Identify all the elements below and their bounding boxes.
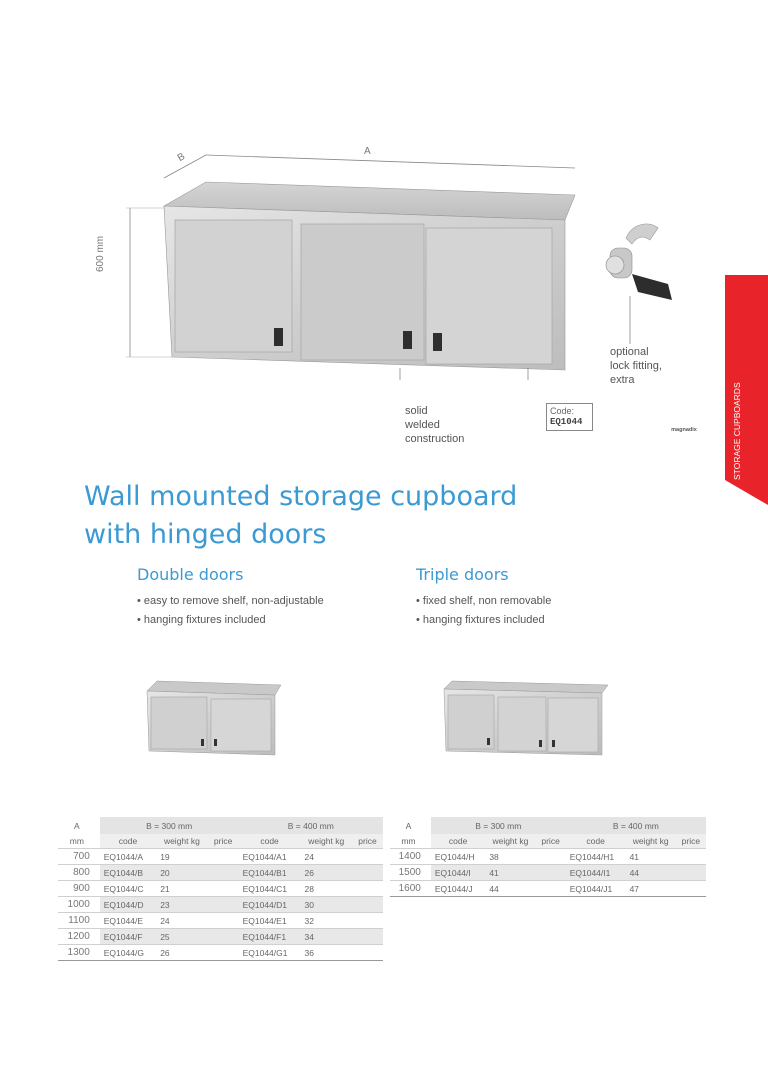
table-row [58, 929, 383, 945]
triple-door-cabinet-image [440, 679, 610, 757]
price-cell [352, 929, 383, 945]
price-cell [208, 913, 239, 929]
code-cell: EQ1044/E1 [242, 915, 287, 926]
price-cell [536, 865, 566, 881]
spec-table-double [58, 817, 383, 961]
b400-group-header: B = 400 mm [566, 817, 706, 834]
list-item: • easy to remove shelf, non-adjustable [137, 592, 324, 611]
weight-cell: 36 [304, 947, 315, 958]
code-cell: EQ1044/C1 [242, 883, 288, 894]
b300-group-header: B = 300 mm [431, 817, 566, 834]
weight-cell: 26 [160, 947, 170, 958]
table-row [58, 881, 383, 897]
weight-cell: 24 [160, 915, 170, 926]
weight-cell: 24 [304, 851, 315, 862]
price-cell [208, 929, 239, 945]
list-item: • hanging fixtures included [137, 611, 324, 630]
construction-callout: solid welded construction [405, 405, 465, 445]
price-cell [676, 849, 706, 865]
code-cell: EQ1044/E [103, 915, 143, 926]
list-item: • hanging fixtures included [416, 611, 551, 630]
weight-cell: 30 [304, 899, 315, 910]
code-cell: EQ1044/G1 [242, 947, 288, 958]
main-cabinet-drawing [100, 140, 580, 380]
weight-cell: 34 [304, 931, 315, 942]
table-row [58, 913, 383, 929]
weight-cell: 19 [160, 851, 170, 862]
triple-doors-bullets [416, 592, 551, 630]
b300-group-header: B = 300 mm [100, 817, 239, 834]
weight-cell: 25 [160, 931, 170, 942]
code-header: code [100, 834, 156, 849]
price-header: price [536, 834, 566, 849]
double-doors-heading: Double doors [137, 565, 244, 584]
row-length-cell: 900 [58, 881, 96, 897]
lock-fitting-callout: optional lock fitting, extra [610, 346, 662, 386]
dimension-b-label: B [175, 151, 187, 164]
list-item: • fixed shelf, non removable [416, 592, 551, 611]
price-cell [676, 881, 706, 897]
weight-cell: 21 [160, 883, 170, 894]
weight-cell: 28 [304, 883, 315, 894]
price-cell [352, 945, 383, 961]
side-tab-label: STORAGE CUPBOARDS [732, 382, 742, 480]
code-cell: EQ1044/J [434, 883, 473, 894]
code-cell: EQ1044/J1 [569, 883, 613, 894]
weight-cell: 32 [304, 915, 315, 926]
price-cell [352, 913, 383, 929]
a-header: A [58, 817, 96, 834]
code-label: Code: [550, 406, 575, 416]
code-cell: EQ1044/I [434, 867, 471, 878]
code-header: code [566, 834, 626, 849]
price-cell [536, 849, 566, 865]
row-length-cell: 1300 [58, 945, 96, 961]
price-cell [208, 881, 239, 897]
price-header: price [676, 834, 706, 849]
dimension-a-label: A [364, 146, 371, 157]
weight-header: weight kg [485, 834, 535, 849]
code-cell: EQ1044/A1 [242, 851, 287, 862]
price-header: price [208, 834, 239, 849]
row-length-cell: 1600 [390, 881, 427, 897]
double-doors-bullets [137, 592, 324, 630]
code-cell: EQ1044/I1 [569, 867, 611, 878]
lock-fitting-image [598, 218, 678, 348]
code-header: code [239, 834, 301, 849]
price-cell [676, 865, 706, 881]
code-value: EQ1044 [550, 417, 583, 427]
table-row [58, 849, 383, 865]
a-unit: mm [58, 834, 96, 849]
weight-cell: 44 [489, 883, 499, 894]
code-cell: EQ1044/B1 [242, 867, 287, 878]
price-header: price [352, 834, 383, 849]
a-unit: mm [390, 834, 427, 849]
code-cell: EQ1044/C [103, 883, 144, 894]
row-length-cell: 1200 [58, 929, 96, 945]
table-row [390, 849, 706, 865]
code-cell: EQ1044/G [103, 947, 144, 958]
weight-cell: 41 [629, 851, 640, 862]
weight-cell: 23 [160, 899, 170, 910]
price-cell [208, 945, 239, 961]
price-cell [536, 881, 566, 897]
price-cell [352, 881, 383, 897]
dimension-height-label: 600 mm [95, 235, 106, 272]
weight-header: weight kg [156, 834, 207, 849]
table-row [390, 865, 706, 881]
table-row [58, 945, 383, 961]
table-row [58, 897, 383, 913]
row-length-cell: 1400 [390, 849, 427, 865]
code-header: code [431, 834, 485, 849]
price-cell [352, 897, 383, 913]
price-cell [352, 849, 383, 865]
code-cell: EQ1044/D [103, 899, 144, 910]
row-length-cell: 1500 [390, 865, 427, 881]
weight-cell: 44 [629, 867, 640, 878]
table-row [390, 881, 706, 897]
row-length-cell: 700 [58, 849, 96, 865]
table-row [58, 865, 383, 881]
weight-cell: 41 [489, 867, 499, 878]
spec-table-triple [390, 817, 706, 897]
weight-header: weight kg [626, 834, 676, 849]
brand-logo: magnadix [671, 427, 697, 433]
row-length-cell: 1000 [58, 897, 96, 913]
product-code-box [546, 403, 593, 431]
weight-header: weight kg [301, 834, 352, 849]
price-cell [208, 897, 239, 913]
weight-cell: 47 [629, 883, 640, 894]
a-header: A [390, 817, 427, 834]
code-cell: EQ1044/A [103, 851, 143, 862]
code-cell: EQ1044/F [103, 931, 143, 942]
code-cell: EQ1044/D1 [242, 899, 288, 910]
weight-cell: 26 [304, 867, 315, 878]
code-cell: EQ1044/H1 [569, 851, 615, 862]
triple-doors-heading: Triple doors [416, 565, 509, 584]
row-length-cell: 800 [58, 865, 96, 881]
price-cell [208, 849, 239, 865]
weight-cell: 20 [160, 867, 170, 878]
page-title: Wall mounted storage cupboard with hinged doors [84, 481, 518, 550]
weight-cell: 38 [489, 851, 499, 862]
code-cell: EQ1044/H [434, 851, 475, 862]
code-cell: EQ1044/F1 [242, 931, 287, 942]
row-length-cell: 1100 [58, 913, 96, 929]
price-cell [352, 865, 383, 881]
code-cell: EQ1044/B [103, 867, 143, 878]
double-door-cabinet-image [143, 679, 283, 757]
price-cell [208, 865, 239, 881]
b400-group-header: B = 400 mm [239, 817, 383, 834]
